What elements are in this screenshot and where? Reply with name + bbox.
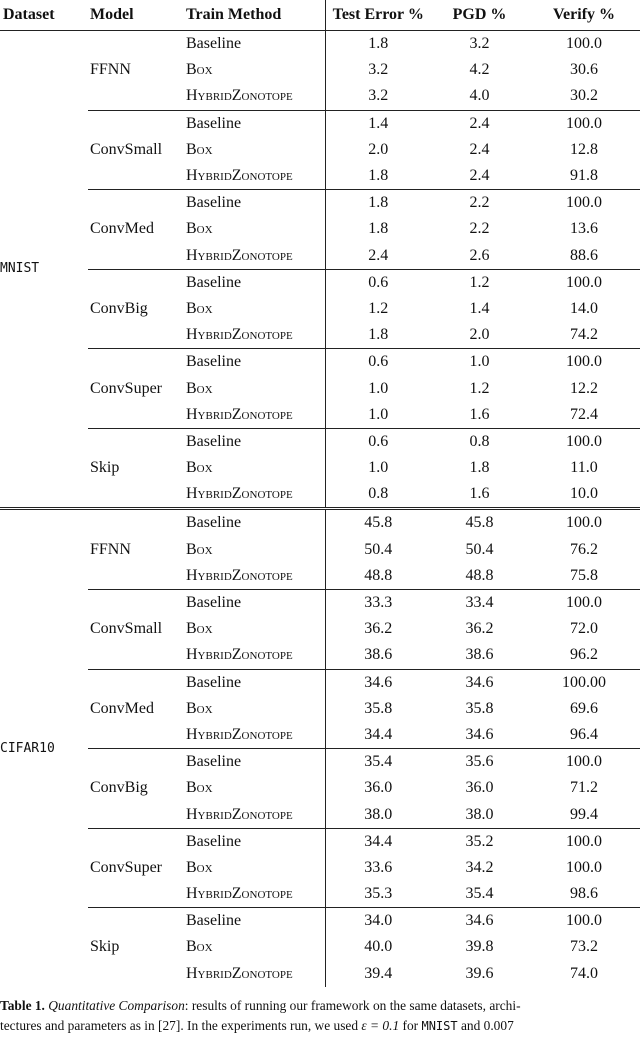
caption-line2b: for	[399, 1018, 422, 1033]
test-error-cell: 1.8	[368, 326, 389, 344]
verify-cell: 73.2	[570, 938, 598, 956]
test-error-cell: 1.8	[368, 35, 389, 53]
verify-cell: 100.0	[528, 269, 640, 296]
pgd-cell: 0.8	[431, 428, 528, 455]
pgd-cell: 2.0	[469, 326, 490, 344]
header-test-error: Test Error %	[325, 0, 431, 31]
train-method-cell: HybridZonotope	[184, 563, 325, 590]
verify-cell: 12.2	[570, 379, 598, 397]
train-method-cell: HybridZonotope	[184, 801, 325, 828]
test-error-cell: 1.4	[325, 110, 431, 137]
test-error-cell: 38.6	[364, 646, 393, 664]
model-cell: ConvSmall	[88, 589, 184, 669]
train-method-cell: Baseline	[184, 190, 325, 217]
table-body	[0, 31, 640, 987]
verify-cell: 100.0	[528, 428, 640, 455]
test-error-cell: 3.2	[368, 61, 389, 79]
verify-cell: 100.0	[528, 190, 640, 217]
pgd-cell: 1.6	[469, 485, 490, 503]
pgd-cell: 34.6	[465, 725, 494, 743]
train-method-cell: Box	[184, 296, 325, 322]
verify-cell: 98.6	[570, 885, 598, 903]
table-row	[0, 908, 640, 935]
pgd-cell: 35.2	[431, 828, 528, 855]
verify-cell: 100.0	[528, 110, 640, 137]
verify-cell: 30.2	[570, 87, 598, 105]
test-error-cell: 2.4	[368, 246, 389, 264]
model-cell: Skip	[88, 428, 184, 509]
train-method-cell: HybridZonotope	[184, 163, 325, 190]
verify-cell: 91.8	[570, 167, 598, 185]
pgd-cell: 2.4	[469, 167, 490, 185]
test-error-cell: 38.0	[364, 805, 393, 823]
pgd-cell: 50.4	[465, 540, 494, 558]
table-row	[0, 428, 640, 455]
caption-line1: : results of running our framework on the same datasets, archi-	[184, 998, 521, 1013]
test-error-cell: 1.0	[368, 379, 389, 397]
test-error-cell: 33.3	[325, 589, 431, 616]
verify-cell: 100.0	[528, 908, 640, 935]
train-method-cell: HybridZonotope	[184, 243, 325, 270]
test-error-cell: 1.8	[325, 190, 431, 217]
train-method-cell: Box	[184, 616, 325, 642]
table-row	[0, 828, 640, 855]
pgd-cell: 2.4	[431, 110, 528, 137]
verify-cell: 74.0	[570, 964, 598, 982]
verify-cell: 12.8	[570, 140, 598, 158]
pgd-cell: 1.4	[469, 299, 490, 317]
test-error-cell: 34.4	[364, 725, 393, 743]
train-method-cell: Baseline	[184, 908, 325, 935]
train-method-cell: HybridZonotope	[184, 402, 325, 429]
verify-cell: 100.0	[528, 749, 640, 776]
train-method-cell: Box	[184, 137, 325, 163]
train-method-cell: Baseline	[184, 749, 325, 776]
model-cell: ConvSmall	[88, 110, 184, 190]
pgd-cell: 2.6	[469, 246, 490, 264]
verify-cell: 13.6	[570, 220, 598, 238]
test-error-cell: 0.6	[325, 428, 431, 455]
table-row	[0, 349, 640, 376]
train-method-cell: Baseline	[184, 269, 325, 296]
model-cell: ConvSuper	[88, 349, 184, 429]
pgd-cell: 36.2	[465, 620, 494, 638]
caption-line2a: tectures and parameters as in [27]. In the experiments run, we used	[0, 1018, 362, 1033]
pgd-cell: 39.6	[465, 964, 494, 982]
test-error-cell: 50.4	[364, 540, 393, 558]
train-method-cell: Box	[184, 216, 325, 242]
verify-cell: 14.0	[570, 299, 598, 317]
pgd-cell: 3.2	[469, 35, 490, 53]
verify-cell: 100.0	[528, 589, 640, 616]
pgd-cell: 2.4	[469, 140, 490, 158]
model-cell: FFNN	[88, 509, 184, 590]
table-row	[0, 749, 640, 776]
test-error-cell: 0.6	[325, 349, 431, 376]
train-method-cell: HybridZonotope	[184, 481, 325, 509]
pgd-cell: 36.0	[465, 779, 494, 797]
train-method-cell: Box	[184, 375, 325, 401]
model-cell: ConvMed	[88, 669, 184, 749]
test-error-cell: 34.4	[325, 828, 431, 855]
model-cell: Skip	[88, 908, 184, 987]
train-method-cell: HybridZonotope	[184, 322, 325, 349]
test-error-cell: 48.8	[364, 566, 393, 584]
verify-cell: 76.2	[570, 540, 598, 558]
verify-cell: 100.00	[528, 669, 640, 696]
table-row	[0, 509, 640, 537]
train-method-cell: Box	[184, 696, 325, 722]
verify-cell: 88.6	[570, 246, 598, 264]
test-error-cell: 2.0	[368, 140, 389, 158]
verify-cell: 100.0	[528, 349, 640, 376]
verify-cell: 99.4	[570, 805, 598, 823]
test-error-cell: 35.4	[325, 749, 431, 776]
verify-cell: 96.4	[570, 725, 598, 743]
train-method-cell: Baseline	[184, 589, 325, 616]
train-method-cell: Baseline	[184, 509, 325, 537]
model-cell: ConvMed	[88, 190, 184, 270]
pgd-cell: 4.2	[469, 61, 490, 79]
header-train-method: Train Method	[184, 0, 325, 31]
model-cell: FFNN	[90, 61, 131, 79]
caption-line2c: and 0.007	[457, 1018, 514, 1033]
pgd-cell: 38.6	[465, 646, 494, 664]
pgd-cell: 2.2	[469, 220, 490, 238]
train-method-cell: Box	[184, 537, 325, 563]
pgd-cell: 45.8	[431, 509, 528, 537]
train-method-cell: Box	[184, 934, 325, 960]
header-dataset: Dataset	[0, 0, 88, 31]
train-method-cell: HybridZonotope	[184, 961, 325, 987]
verify-cell: 11.0	[570, 459, 598, 477]
test-error-cell: 36.2	[364, 620, 393, 638]
model-cell: ConvSuper	[88, 828, 184, 908]
table-row	[0, 190, 640, 217]
pgd-cell: 35.6	[431, 749, 528, 776]
pgd-cell: 2.2	[431, 190, 528, 217]
pgd-cell: 35.8	[465, 699, 494, 717]
pgd-cell: 1.8	[469, 459, 490, 477]
train-method-cell: Box	[184, 455, 325, 481]
model-cell: ConvBig	[88, 749, 184, 829]
test-error-cell: 0.6	[325, 269, 431, 296]
dataset-cell: CIFAR10	[0, 509, 88, 987]
verify-cell: 100.0	[566, 858, 602, 876]
train-method-cell: Baseline	[184, 110, 325, 137]
caption-mnist: MNIST	[421, 1019, 458, 1033]
train-method-cell: HybridZonotope	[184, 83, 325, 110]
pgd-cell: 1.6	[469, 405, 490, 423]
train-method-cell: Baseline	[184, 669, 325, 696]
verify-cell: 100.0	[528, 828, 640, 855]
header-model: Model	[88, 0, 184, 31]
verify-cell: 96.2	[570, 646, 598, 664]
test-error-cell: 1.8	[368, 167, 389, 185]
verify-cell: 100.0	[566, 35, 602, 53]
verify-cell: 100.0	[528, 509, 640, 537]
pgd-cell: 35.4	[465, 885, 494, 903]
pgd-cell: 1.2	[431, 269, 528, 296]
table-row	[0, 31, 640, 58]
train-method-cell: Box	[184, 775, 325, 801]
train-method-cell: HybridZonotope	[184, 881, 325, 908]
caption-title: Quantitative Comparison	[48, 998, 185, 1013]
verify-cell: 75.8	[570, 566, 598, 584]
train-method-cell: Box	[184, 855, 325, 881]
test-error-cell: 36.0	[364, 779, 393, 797]
verify-cell: 30.6	[570, 61, 598, 79]
train-method-cell: HybridZonotope	[184, 642, 325, 669]
verify-cell: 72.4	[570, 405, 598, 423]
pgd-cell: 34.2	[465, 858, 494, 876]
test-error-cell: 39.4	[364, 964, 393, 982]
caption-label: Table 1.	[0, 998, 45, 1013]
pgd-cell: 34.6	[431, 669, 528, 696]
test-error-cell: 1.8	[368, 220, 389, 238]
verify-cell: 10.0	[570, 485, 598, 503]
train-method-cell: Baseline	[184, 828, 325, 855]
verify-cell: 74.2	[570, 326, 598, 344]
header-row	[0, 0, 640, 31]
verify-cell: 69.6	[570, 699, 598, 717]
table-row	[0, 110, 640, 137]
pgd-cell: 1.0	[431, 349, 528, 376]
pgd-cell: 4.0	[469, 87, 490, 105]
test-error-cell: 1.0	[368, 405, 389, 423]
header-verify: Verify %	[528, 0, 640, 31]
test-error-cell: 3.2	[368, 87, 389, 105]
train-method-cell: Baseline	[184, 31, 325, 58]
test-error-cell: 34.6	[325, 669, 431, 696]
table-row	[0, 589, 640, 616]
table-caption	[0, 996, 640, 1036]
model-cell: ConvBig	[88, 269, 184, 349]
test-error-cell: 1.2	[368, 299, 389, 317]
pgd-cell: 1.2	[469, 379, 490, 397]
pgd-cell: 38.0	[465, 805, 494, 823]
test-error-cell: 33.6	[364, 858, 393, 876]
test-error-cell: 1.0	[368, 459, 389, 477]
pgd-cell: 33.4	[431, 589, 528, 616]
table-row	[0, 269, 640, 296]
train-method-cell: Baseline	[184, 428, 325, 455]
pgd-cell: 39.8	[465, 938, 494, 956]
verify-cell: 71.2	[570, 779, 598, 797]
header-pgd: PGD %	[431, 0, 528, 31]
train-method-cell: HybridZonotope	[184, 722, 325, 749]
test-error-cell: 45.8	[325, 509, 431, 537]
table-row	[0, 669, 640, 696]
pgd-cell: 34.6	[431, 908, 528, 935]
pgd-cell: 48.8	[465, 566, 494, 584]
test-error-cell: 34.0	[325, 908, 431, 935]
test-error-cell: 0.8	[368, 485, 389, 503]
train-method-cell: Box	[184, 57, 325, 83]
test-error-cell: 40.0	[364, 938, 393, 956]
dataset-cell: MNIST	[0, 261, 40, 277]
train-method-cell: Baseline	[184, 349, 325, 376]
test-error-cell: 35.3	[364, 885, 393, 903]
verify-cell: 72.0	[570, 620, 598, 638]
test-error-cell: 35.8	[364, 699, 393, 717]
caption-epsilon: ε = 0.1	[361, 1018, 400, 1033]
